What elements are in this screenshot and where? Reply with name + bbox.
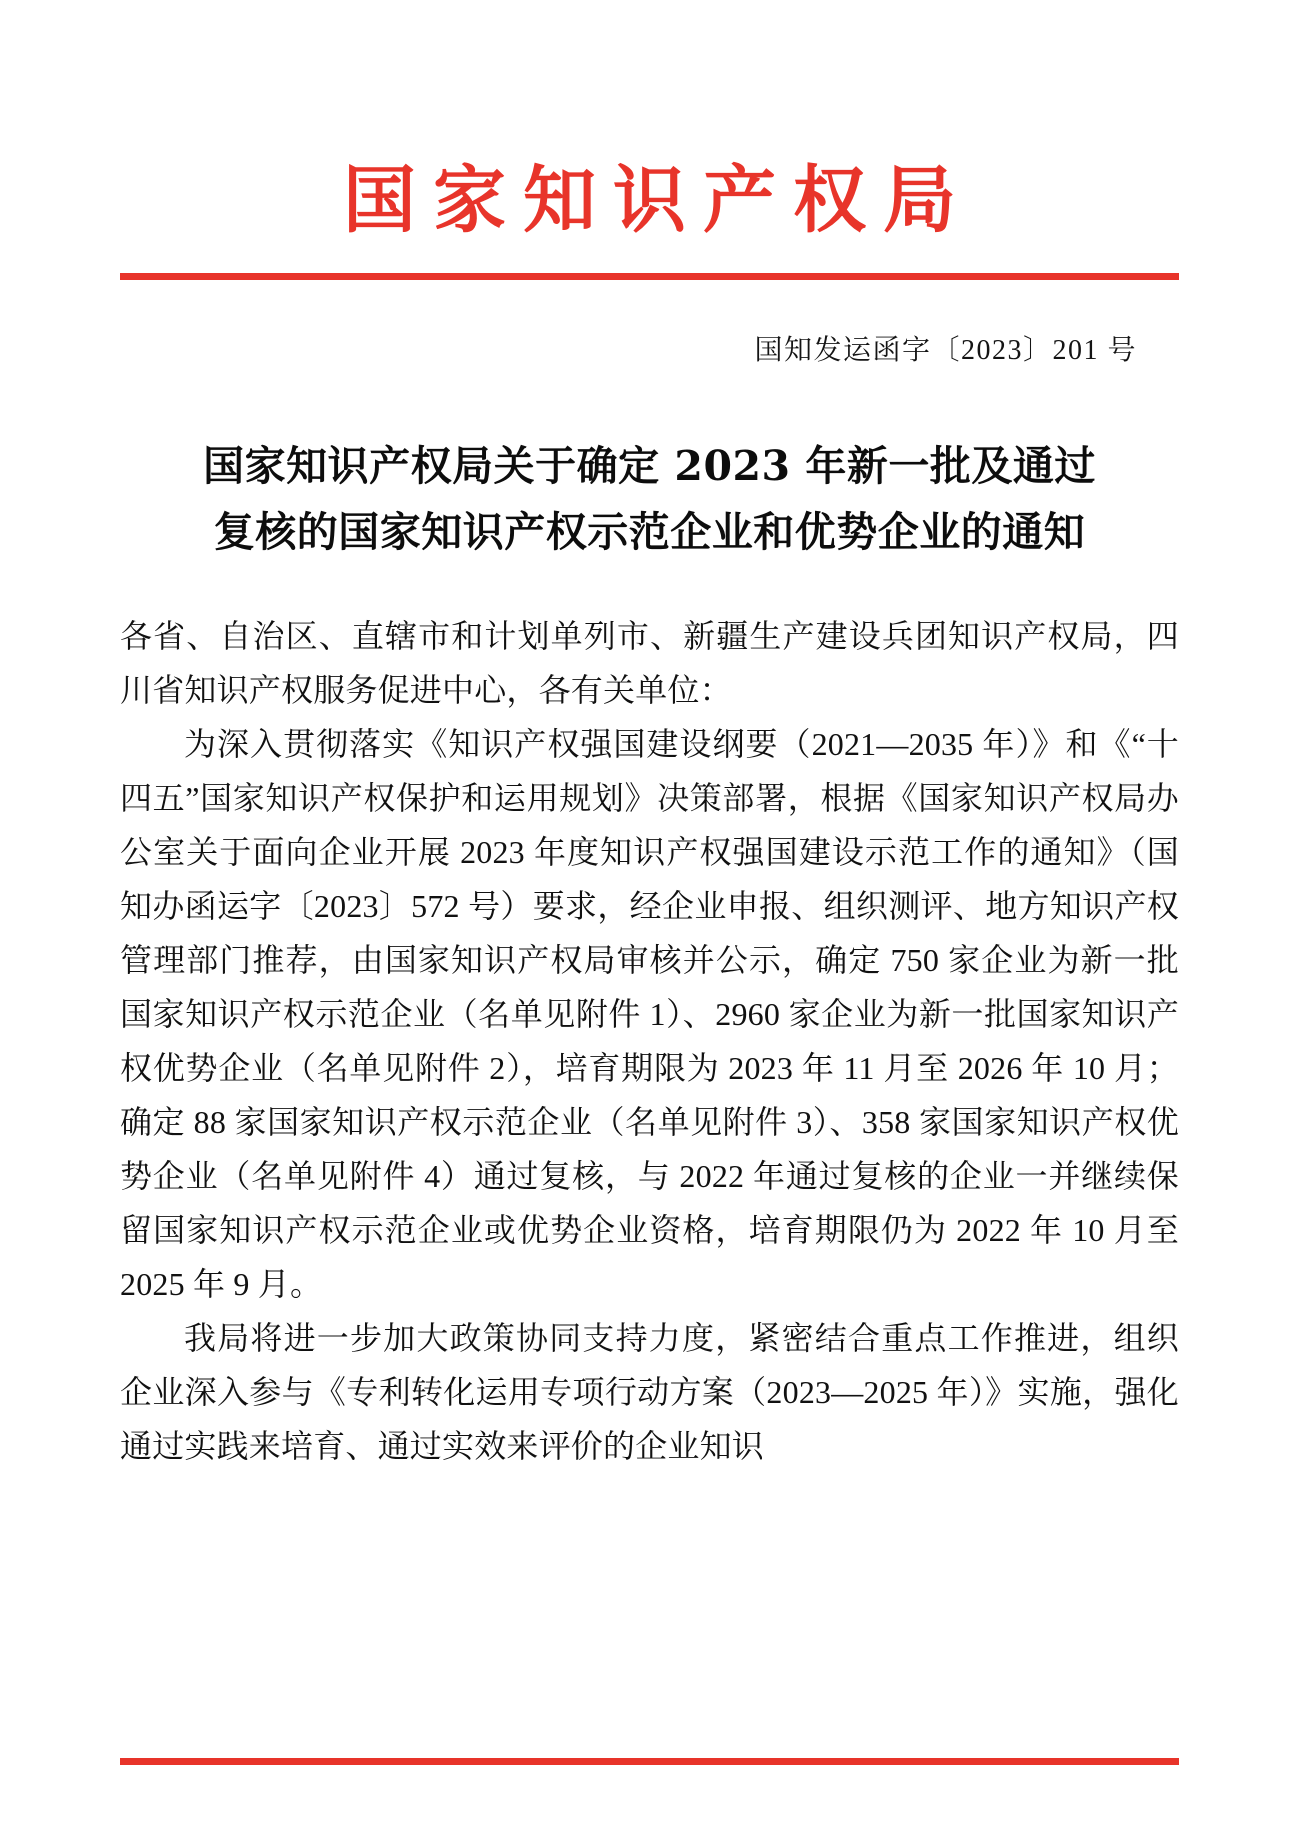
document-number: 国知发运函字〔2023〕201 号 [754,335,1137,367]
masthead [120,0,1179,243]
document-title-line-1: 国家知识产权局关于确定 2023 年新一批及通过 [203,442,1096,491]
document-number-row [120,328,1179,368]
paragraph-body-2: 我局将进一步加大政策协同支持力度，紧密结合重点工作推进，组织企业深入参与《专利转化运用专项行动方案（2023—2025 年）》实施，强化通过实践来培育、通过实效来评价的企业知识 [120,1320,1179,1465]
document-inner [120,0,1179,1837]
agency-name-heading: 国家知识产权局 [343,157,973,243]
paragraph-addressee: 各省、自治区、直辖市和计划单列市、新疆生产建设兵团知识产权局，四川省知识产权服务促进中心，各有关单位： [120,618,1179,709]
masthead-red-rule [120,273,1179,280]
document-body [120,609,1179,1473]
document-title-line-2: 复核的国家知识产权示范企业和优势企业的通知 [213,507,1086,556]
document-title [120,434,1179,565]
paragraph-body-1: 为深入贯彻落实《知识产权强国建设纲要（2021—2035 年）》和《“十四五”国家知识产权保护和运用规划》决策部署，根据《国家知识产权局办公室关于面向企业开展 2023 年度知识产权强国建设示范工作的通知》（国知办函运字〔2023〕572 号）要求，经企业申报、组织测评、地方知识产权管理部门推荐，由国家知识产权局审核并公示，确定 750 家企业为新一批国家知识产权示范企业（名单见附件 1）、2960 家企业为新一批国家知识产权优势企业（名单见附件 2），培育期限为 2023 年 11 月至 2026 年 10 月；确定 88 家国家知识产权示范企业（名单见附件 3）、358 家国家知识产权优势企业（名单见附件 4）通过复核，与 2022 年通过复核的企业一并继续保留国家知识产权示范企业或优势企业资格，培育期限仍为 2022 年 10 月至 2025 年 9 月。 [120,726,1179,1303]
footer-red-rule [120,1758,1179,1765]
